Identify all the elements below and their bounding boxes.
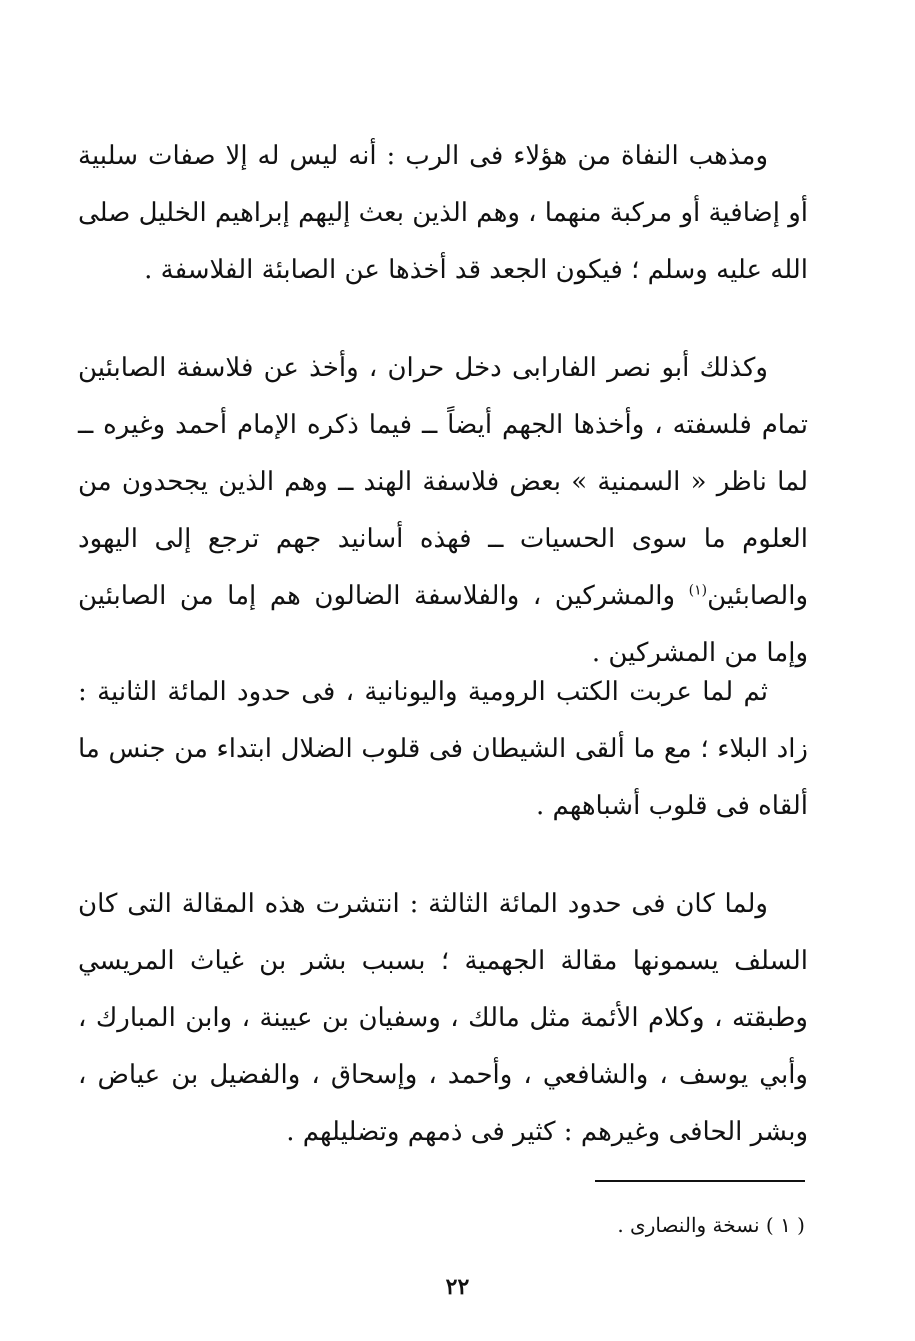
paragraph-3-text: ثم لما عربت الكتب الرومية واليونانية ، فى حدود المائة الثانية : زاد البلاء ؛ مع ما ألقى الشيطان فى قلوب الضلال ابتداء من جنس ما ألقاه فى قلوب أشباههم . [78,677,808,821]
paragraph-2-text-after-ref: والمشركين ، والفلاسفة الضالون هم إما من الصابئين وإما من المشركين . [78,581,808,668]
page-number: ٢٢ [445,1274,470,1300]
footnote: ( ١ ) نسخة والنصارى . [617,1213,805,1237]
paragraph-2-text [78,340,808,682]
footnote-reference-mark: (١) [688,582,708,599]
paragraph-3 [78,664,808,835]
paragraph-2-text-before-ref: وكذلك أبو نصر الفارابى دخل حران ، وأخذ عن فلاسفة الصابئين تمام فلسفته ، وأخذها الجهم أيضاً ــ فيما ذكره الإمام أحمد وغيره ــ لما ناظر « السمنية » بعض فلاسفة الهند ــ وهم الذين يجحدون من العلوم ما سوى الحسيات ــ فهذه أسانيد جهم ترجع إلى اليهود والصابئين [78,353,808,611]
paragraph-1 [78,128,808,299]
footnote-divider [595,1180,805,1182]
paragraph-4 [78,876,808,1161]
paragraph-4-text: ولما كان فى حدود المائة الثالثة : انتشرت هذه المقالة التى كان السلف يسمونها مقالة الجهمية ؛ بسبب بشر بن غياث المريسي وطبقته ، وكلام الأئمة مثل مالك ، وسفيان بن عيينة ، وابن المبارك ، وأبي يوسف ، والشافعي ، وأحمد ، وإسحاق ، والفضيل بن عياض ، وبشر الحافى وغيرهم : كثير فى ذمهم وتضليلهم . [78,889,808,1147]
paragraph-2 [78,340,808,682]
paragraph-1-text: ومذهب النفاة من هؤلاء فى الرب : أنه ليس له إلا صفات سلبية أو إضافية أو مركبة منهما ، وهم الذين بعث إليهم إبراهيم الخليل صلى الله عليه وسلم ؛ فيكون الجعد قد أخذها عن الصابئة الفلاسفة . [77,141,808,285]
